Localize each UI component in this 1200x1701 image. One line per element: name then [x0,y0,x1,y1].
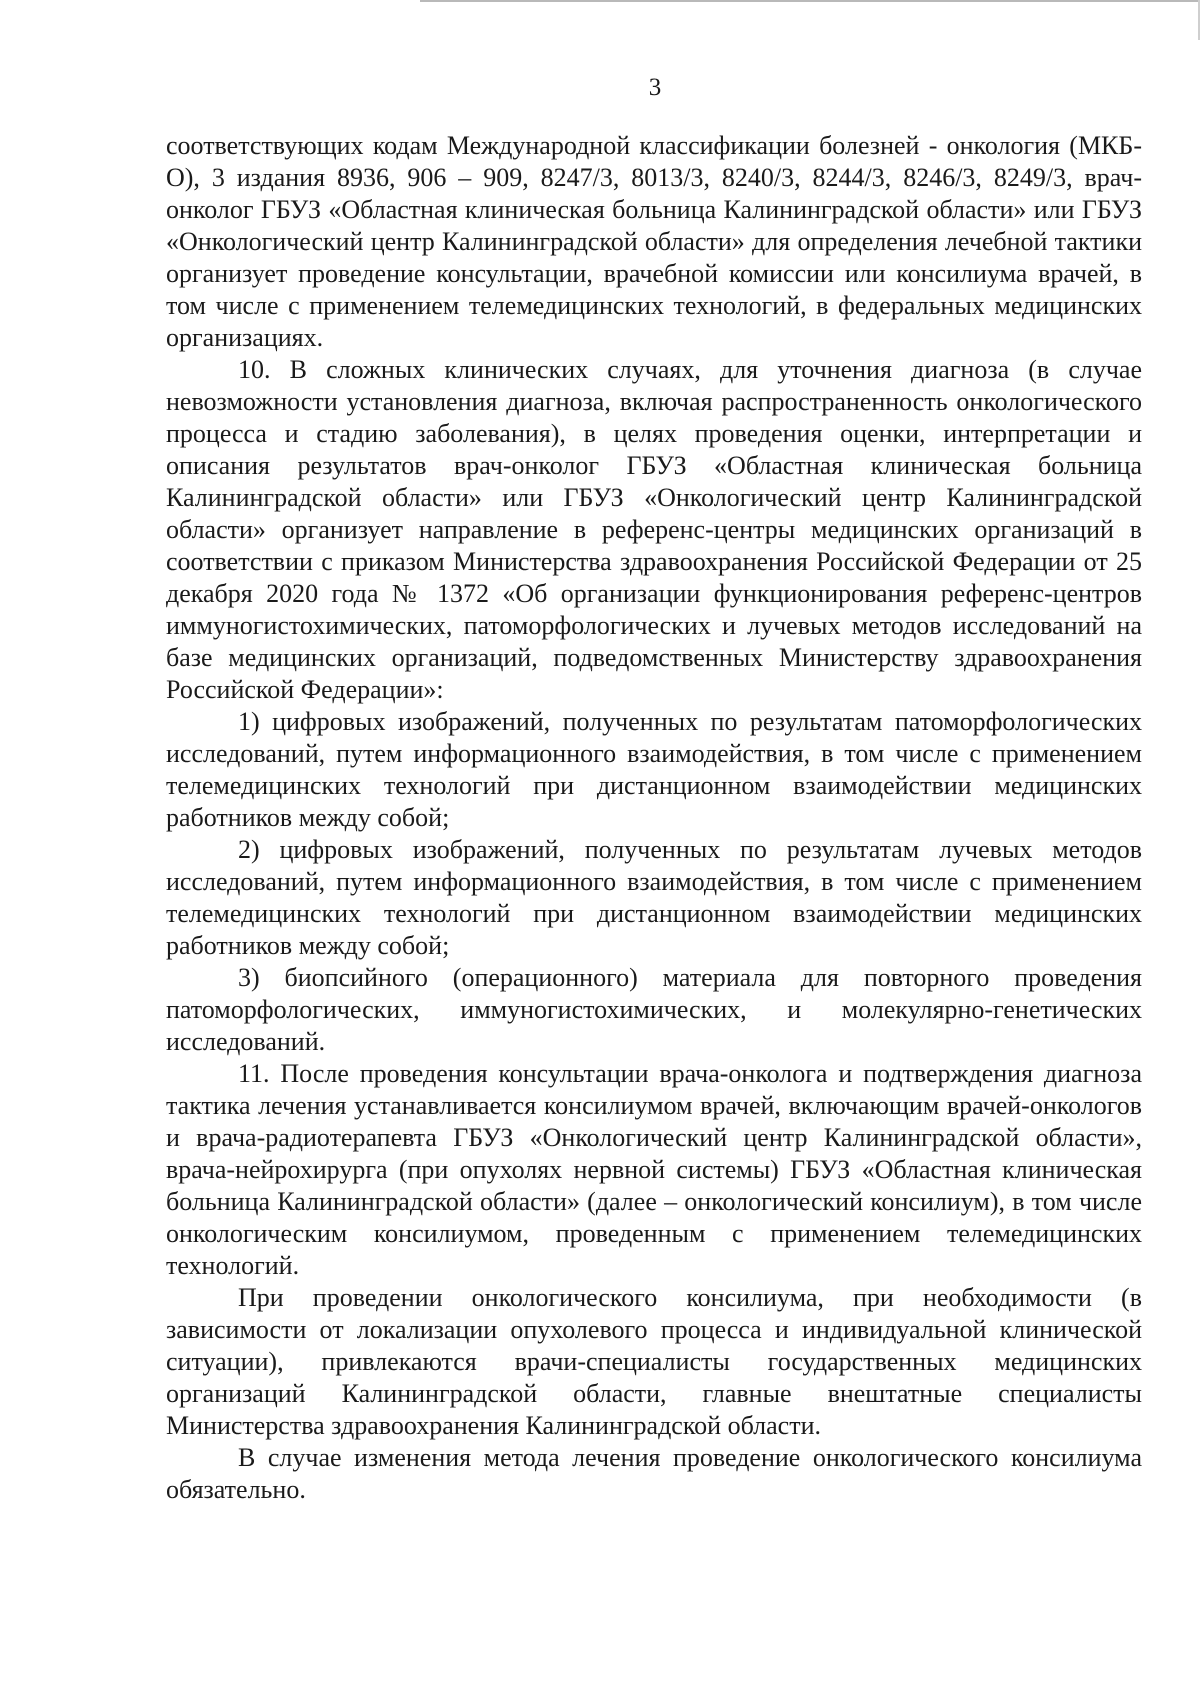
paragraph-subitem-2: 2) цифровых изображений, полученных по результатам лучевых методов исследований, путем информационного взаимодействия, в том числе с применением телемедицинских технологий при дистанционном взаимодействии медицинских работников между собой; [166,835,1142,960]
scan-edge-line [420,0,1200,2]
paragraph-item-11: 11. После проведения консультации врача-онколога и подтверждения диагноза тактика лечения устанавливается консилиумом врачей, включающим врачей-онкологов и врача-радиотерапевта ГБУЗ «Онкологический центр Калининградской области», врача-нейрохирурга (при опухолях нервной системы) ГБУЗ «Областная клиническая больница Калининградской области» (далее – онкологический консилиум), в том числе онкологическим консилиумом, проведенным с применением телемедицинских технологий. [166,1059,1142,1280]
paragraph-consilium-specialists: При проведении онкологического консилиума, при необходимости (в зависимости от локализации опухолевого процесса и индивидуальной клинической ситуации), привлекаются врачи-специалисты государственных медицинских организаций Калининградской области, главные внештатные специалисты Министерства здравоохранения Калининградской области. [166,1283,1142,1440]
paragraph-continuation: соответствующих кодам Международной классификации болезней - онкология (МКБ-О), 3 издания 8936, 906 – 909, 8247/3, 8013/3, 8240/3, 8244/3, 8246/3, 8249/3, врач-онколог ГБУЗ «Областная клиническая больница Калининградской области» или ГБУЗ «Онкологический центр Калининградской области» для определения лечебной тактики организует проведение консультации, врачебной комиссии или консилиума врачей, в том числе с применением телемедицинских технологий, в федеральных медицинских организациях. [166,131,1142,352]
document-body [166,130,1142,1506]
paragraph-item-10: 10. В сложных клинических случаях, для уточнения диагноза (в случае невозможности установления диагноза, включая распространенность онкологического процесса и стадию заболевания), в целях проведения оценки, интерпретации и описания результатов врач-онколог ГБУЗ «Областная клиническая больница Калининградской области» или ГБУЗ «Онкологический центр Калининградской области» организует направление в референс-центры медицинских организаций в соответствии с приказом Министерства здравоохранения Российской Федерации от 25 декабря 2020 года № 1372 «Об организации функционирования референс-центров иммуногистохимических, патоморфологических и лучевых методов исследований на базе медицинских организаций, подведомственных Министерству здравоохранения Российской Федерации»: [166,355,1142,704]
page-number: 3 [648,74,662,101]
paragraph-method-change: В случае изменения метода лечения проведение онкологического консилиума обязательно. [166,1443,1142,1504]
paragraph-subitem-1: 1) цифровых изображений, полученных по результатам патоморфологических исследований, путем информационного взаимодействия, в том числе с применением телемедицинских технологий при дистанционном взаимодействии медицинских работников между собой; [166,707,1142,832]
paragraph-subitem-3: 3) биопсийного (операционного) материала для повторного проведения патоморфологических, иммуногистохимических, и молекулярно-генетических исследований. [166,963,1142,1056]
